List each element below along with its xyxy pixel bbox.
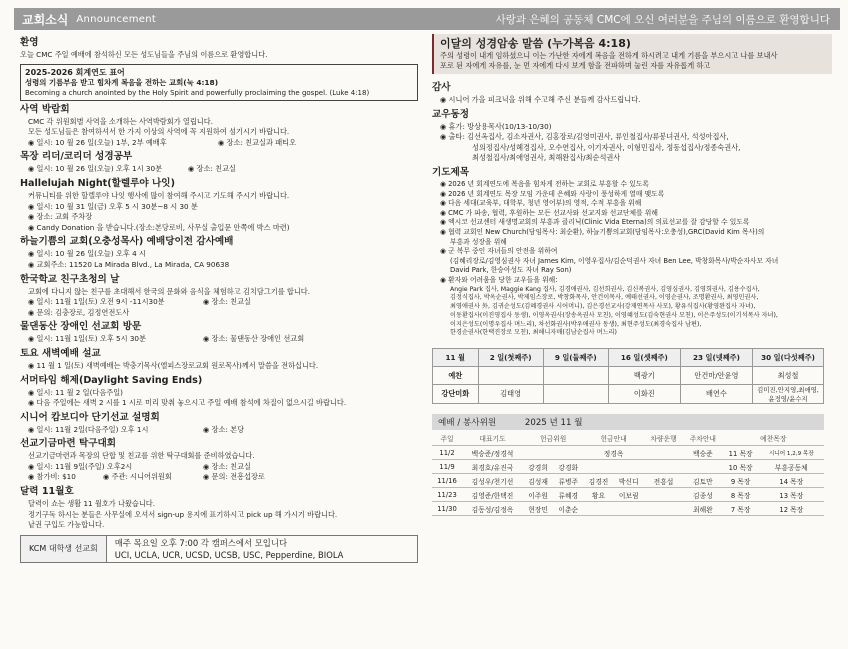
section-text: 선교기금마련과 목장의 단합 및 친교를 위한 탁구대회를 준비하였습니다.: [28, 451, 255, 461]
prayer-item: ◉ 협력 교회인 New Church(담임목사: 최순환), 하늘기쁨의교회(담임목사:오충성),GRC(David Kim 목사)의: [440, 227, 765, 236]
theme-english: Becoming a church anointed by the Holy Spirit and powerfully proclaiming the gospel. (Luke 4:18): [25, 88, 370, 97]
right-column: [432, 34, 832, 516]
event-date: ◉ 일시: 10 월 26 일(오늘) 1부, 2부 예배후: [28, 137, 167, 147]
table-header-row: [432, 430, 824, 446]
duty-roster-table: [432, 430, 824, 516]
theme-korean: 성령의 기름부음 받고 힘차게 복음을 전하는 교회(눅 4:18): [25, 77, 219, 87]
table-header-cell: 30 일(다섯째주): [753, 349, 824, 367]
table-header-cell: 2 일(첫째주): [478, 349, 543, 367]
section-title: 교우동정: [432, 108, 470, 120]
event-date: ◉ 일시: 11월 9일(주일) 오후2시: [28, 461, 133, 471]
verse-line: 포로 된 자에게 자유를, 눈 먼 자에게 다시 보게 함을 전파하며 눌린 자를 자유롭게 하고: [440, 61, 711, 70]
usher-cell: 이보림: [614, 488, 644, 502]
table-cell: [543, 385, 608, 404]
memory-verse-box: [432, 34, 832, 74]
table-header-cell: 대표기도: [462, 430, 523, 446]
prayer-cell: 백승준/정경석: [462, 446, 523, 460]
choir-cell: 8 목장: [723, 488, 759, 502]
section-title: 사역 박람회: [20, 103, 70, 115]
event-contact: ◉ 문의: 전흥섭장로: [203, 472, 265, 482]
table-header-cell: 주일: [432, 430, 462, 446]
offering-cell: 이주원: [523, 488, 553, 502]
driving-cell: 전흥섭: [644, 474, 683, 488]
choir-cell: 13 목장: [759, 488, 824, 502]
section-title: 시니어 캄보디아 단기선교 설명회: [20, 411, 160, 423]
table-header-cell: 9 일(둘째주): [543, 349, 608, 367]
parking-cell: 김토만: [683, 474, 722, 488]
section-title: 선교기금마련 탁구대회: [20, 438, 117, 450]
header-slogan: 사랑과 은혜의 공동체 CMC에 오신 여러분을 주님의 이름으로 환영합니다: [495, 13, 830, 26]
theme-box: [20, 64, 418, 101]
section-text: 커뮤니티를 위한 할렐루야 나잇 행사에 많이 참여해 주시고 기도해 주시기 바랍니다.: [28, 190, 290, 200]
prayer-item: ◉ 2026 년 회계연도 목장 모임 가운데 은혜와 사랑이 풍성하게 열매 맺도록: [440, 189, 665, 198]
table-row: [432, 460, 824, 474]
kcm-campuses: UCI, UCLA, UCR, UCSD, UCSB, USC, Pepperdine, BIOLA: [114, 549, 344, 560]
away-text: 성의정집사/성혜경집사, 오수연집사, 이기자권사, 이형민집사, 정동섭집사/정종숙권사,: [472, 142, 741, 152]
table-row: [433, 367, 824, 385]
duty-roster-title: [432, 414, 824, 430]
calendar-section: [20, 486, 418, 531]
offering-cell: 현장민: [523, 502, 553, 516]
patients-line: 이지은성도(이명우집사 며느리), 차선화권사(박우애권사 동생), 최현주성도(최경숙집사 남편),: [450, 320, 702, 328]
event-place: ◉ 장소: 친교실: [203, 461, 251, 471]
driving-cell: [644, 488, 683, 502]
church-address: ◉ 교회주소: 11520 La Mirada Blvd., La Mirada, CA 90638: [28, 259, 230, 269]
table-cell: 김태영: [478, 385, 543, 404]
table-cell: 김미진,안지영,최애영,윤정영/윤수지: [753, 385, 824, 404]
prayer-item: 부흥과 성장을 위해: [450, 237, 507, 246]
date-cell: 11/9: [432, 460, 462, 474]
table-cell: [478, 367, 543, 385]
event-date: ◉ 일시: 10 월 26 일(오늘) 오후 4 시: [28, 249, 146, 259]
choir-cell: 부흥공동체: [759, 460, 824, 474]
patients-line: 최영애권사 外, 김귀순성도(김혜경권사 시어머니), 김은경선교사(강재연목사 사모), 황유식집사(황영완집사 자녀),: [450, 303, 756, 311]
choir-cell: 10 목장: [723, 460, 759, 474]
table-row: [432, 474, 824, 488]
choir-cell: 12 목장: [759, 502, 824, 516]
prayer-item: ◉ 2026 년 회계연도에 복음을 힘차게 전하는 교회로 부흥할 수 있도록: [440, 179, 649, 188]
table-header-cell: 헌금안내: [583, 430, 643, 446]
patients-line: 이동환집사(이진영집사 동생), 이영옥권사(장송옥권사 모친), 이영혜성도(김숙현권사 모친), 이은주성도(이기석목사 자녀),: [450, 311, 778, 319]
table-cell: 이화진: [608, 385, 680, 404]
offering-cell: 김성재: [523, 474, 553, 488]
prayer-cell: 김성우/천기선: [462, 474, 523, 488]
parking-cell: [683, 460, 722, 474]
table-cell: 강단미화: [433, 385, 479, 404]
offering-cell: 강경화: [553, 460, 583, 474]
table-cell: 배연수: [680, 385, 752, 404]
section-title: 감사: [432, 82, 451, 93]
table-header-row: [433, 349, 824, 367]
usher-cell: 박신디: [614, 474, 644, 488]
table-cell: 안건마/안윤영: [680, 367, 752, 385]
offering-cell: [553, 446, 583, 460]
duty-title-month: 2025 년 11 월: [524, 418, 583, 429]
pingpong-section: [20, 438, 418, 483]
dst-section: [20, 375, 418, 409]
duty-title-label: 예배 / 봉사위원: [438, 418, 497, 429]
choir-cell: 9 목장: [723, 474, 759, 488]
section-title: 물댄동산 장애인 선교회 방문: [20, 321, 142, 333]
offering-cell: 이춘순: [553, 502, 583, 516]
offering-cell: 류병주: [553, 474, 583, 488]
friends-day-section: [20, 274, 418, 319]
event-host: ◉ 주관: 시니어위원회: [103, 472, 172, 482]
event-contact: ◉ 문의: 김충장로, 김정연전도사: [28, 307, 130, 317]
table-cell: [543, 367, 608, 385]
table-row: [432, 488, 824, 502]
verse-title: 이달의 성경암송 말씀 (누가복음 4:18): [440, 37, 631, 50]
table-cell: 백광기: [608, 367, 680, 385]
prayer-item: ◉ 엑시코 선교센터 새생명교회의 부흥과 클리닉(Clinic Vida Eterna)의 의료선교를 잘 감당할 수 있도록: [440, 218, 750, 227]
prayer-cell: 김동성/김정옥: [462, 502, 523, 516]
section-text: ◉ 시니어 가을 피크닉을 위해 수고해 주신 분들께 감사드립니다.: [440, 95, 641, 104]
table-cell: 최성철: [753, 367, 824, 385]
monthly-schedule-table: [432, 348, 824, 404]
thanks-service-section: [20, 236, 418, 270]
usher-cell: [614, 502, 644, 516]
table-cell: 예찬: [433, 367, 479, 385]
event-date: ◉ 일시: 10 월 26 일(오늘) 오후 1시 30분: [28, 164, 163, 174]
usher-cell: [583, 460, 613, 474]
header-subtitle: Announcement: [76, 13, 157, 25]
welcome-section: [20, 37, 418, 61]
section-title: Hallelujah Night(할렐루야 나잇): [20, 177, 175, 189]
table-header-cell: 예찬목장: [723, 430, 824, 446]
mission-visit-section: [20, 321, 418, 345]
event-place: ◉ 장소: 물댄동산 장애인 선교회: [203, 334, 305, 344]
kcm-box: [20, 535, 418, 563]
usher-cell: 황요: [583, 488, 613, 502]
senior-mission-section: [20, 412, 418, 436]
section-title: 환영: [20, 37, 39, 48]
choir-cell: 11 목장: [723, 446, 759, 460]
choir-cell: 14 목장: [759, 474, 824, 488]
candy-donation: ◉ Candy Donation 을 받습니다.(장소:본당로비, 사무실 출입문 안쪽에 박스 마련): [28, 222, 290, 232]
prayer-item: David Park, 한승아성도 자녀 Ray Son): [450, 266, 572, 275]
announcement-header: [14, 8, 840, 30]
date-cell: 11/2: [432, 446, 462, 460]
event-place: ◉ 장소: 친교실: [188, 164, 236, 174]
section-text: 교회에 다니지 않는 친구를 초대해서 한국의 문화와 음식을 체험하고 김치담그기를 합니다.: [28, 286, 311, 296]
table-row: [433, 385, 824, 404]
event-date: ◉ 일시: 11월 1일(토) 오전 9시 -11시30분: [28, 297, 165, 307]
event-place: ◉ 장소: 친교실: [203, 297, 251, 307]
date-cell: 11/23: [432, 488, 462, 502]
theme-year: 2025-2026 회계연도 표어: [25, 67, 125, 77]
event-date: ◉ 일시: 10 월 31 일(금) 오후 5 시 30분~8 시 30 분: [28, 201, 198, 211]
away-text: 최성철집사/최애영권사, 최해완집사/최순석권사: [472, 153, 621, 163]
kcm-meeting: 매주 목요일 오후 7:00 각 캠퍼스에서 모입니다: [114, 537, 288, 548]
offering-cell: [523, 446, 553, 460]
event-place: ◉ 장소: 교회 주차장: [28, 212, 93, 222]
table-header-cell: 16 일(셋째주): [608, 349, 680, 367]
section-title: 토요 새벽예배 설교: [20, 347, 101, 359]
offering-cell: 강경희: [523, 460, 553, 474]
header-title: 교회소식: [22, 12, 69, 27]
kcm-label: KCM 대학생 선교회: [21, 536, 107, 562]
prayer-cell: 김영준/한택진: [462, 488, 523, 502]
usher-cell: [614, 460, 644, 474]
usher-cell: 김경진: [583, 474, 613, 488]
section-text: 오늘 CMC 주일 예배에 참석하신 모든 성도님들을 주님의 이름으로 환영합니다.: [20, 50, 268, 59]
patients-line: 한경순권사(한택진장로 모친), 최해니자매(김남순집사 며느리): [450, 329, 617, 337]
section-title: 한국학교 친구초청의 날: [20, 273, 120, 285]
saturday-prayer-section: [20, 348, 418, 372]
left-column: [20, 34, 418, 563]
choir-cell: 시니어 1,2,9 목장: [759, 446, 824, 460]
section-title: 하늘기쁨의 교회(오충성목사) 예배당이전 감사예배: [20, 236, 234, 248]
vacation-text: ◉ 휴가: 방상용목사(10/13-10/30): [440, 121, 552, 131]
parking-cell: 최해완: [683, 502, 722, 516]
section-title: 목장 리더/코리더 성경공부: [20, 151, 133, 163]
section-text: 낱권 구입도 가능합니다.: [28, 520, 105, 530]
offering-cell: 류혜경: [553, 488, 583, 502]
event-place: ◉ 장소: 본당: [203, 424, 245, 434]
table-header-cell: 차량운행: [644, 430, 683, 446]
section-text: ◉ 11 월 1 일(토) 새벽예배는 박충기목사(엘피스장로교회 원로목사)께서 말씀을 전하십니다.: [28, 360, 319, 370]
section-text: 모든 성도님들은 참여하셔서 한 가지 이상의 사역에 꼭 지원하여 섬기시기 바랍니다.: [28, 127, 290, 137]
prayer-section: [432, 167, 832, 338]
date-cell: 11/16: [432, 474, 462, 488]
verse-line: 주의 성령이 내게 임하셨으니 이는 가난한 자에게 복음을 전하게 하시려고 내게 기름을 부으시고 나를 보내사: [440, 51, 778, 60]
table-header-cell: 11 월: [433, 349, 479, 367]
driving-cell: [644, 502, 683, 516]
section-title: 기도제목: [432, 166, 470, 178]
ministry-fair-section: [20, 104, 418, 149]
event-fee: ◉ 참가비: $10: [28, 472, 76, 482]
news-section: [432, 109, 832, 164]
section-title: 달력 11월호: [20, 486, 74, 498]
event-date: ◉ 일시: 11월 2일(다음주일) 오후 1시: [28, 424, 149, 434]
table-header-cell: 헌금위원: [523, 430, 583, 446]
usher-cell: 정경옥: [583, 446, 643, 460]
section-text: CMC 각 위원회별 사역을 소개하는 사역박람회가 열립니다.: [28, 116, 213, 126]
patients-line: 김정식집사, 박옥순권사, 박제임스장로, 박창화목사, 안건이목사, 예태선권사, 이영순권사, 조명환권사, 최영민권사,: [450, 294, 759, 302]
section-text: ◉ 다음 주일에는 새벽 2 시를 1 시로 미리 맞춰 놓으시고 주일 예배 참석에 차질이 없으시길 바랍니다.: [28, 398, 347, 408]
leader-study-section: [20, 151, 418, 175]
prayer-item: ◉ CMC 가 파송, 협력, 후원하는 모든 선교사와 선교지와 선교단체를 위해: [440, 208, 658, 217]
event-date: ◉ 일시: 11월 1일(토) 오후 5시 30분: [28, 334, 146, 344]
event-date: ◉ 일시: 11 월 2 일(다음주일): [28, 387, 123, 397]
choir-cell: 7 목장: [723, 502, 759, 516]
prayer-item: ◉ 군 복무 중인 자녀들의 안전을 위하여: [440, 247, 558, 256]
driving-cell: [644, 460, 683, 474]
prayer-item: ◉ 다음 세대(교육부, 대학부, 청년 영어부)의 영적, 수적 부흥을 위해: [440, 199, 642, 208]
table-header-cell: 주차안내: [683, 430, 722, 446]
parking-cell: 백승준: [683, 446, 722, 460]
date-cell: 11/30: [432, 502, 462, 516]
event-place: ◉ 장소: 친교실과 패티오: [218, 137, 297, 147]
section-title: 서머타임 해제(Daylight Saving Ends): [20, 374, 203, 386]
parking-cell: 김종성: [683, 488, 722, 502]
away-text: ◉ 출타: 김선옥집사, 김소자권사, 김홍장로/김영미권사, 류인철집사/류봉녀권사, 석성아집사,: [440, 132, 729, 142]
prayer-cell: 최경호/유진국: [462, 460, 523, 474]
section-text: 달력이 쇼는 생활 11 월호가 나왔습니다.: [28, 499, 156, 509]
table-row: [432, 446, 824, 460]
usher-cell: [583, 502, 613, 516]
driving-cell: [644, 446, 683, 460]
patients-line: Angie Park 집사, Maggie Kang 집사, 김경애권사, 김선희권사, 김신복권사, 김영심권사, 김영희권사, 김용수집사,: [450, 285, 760, 293]
table-header-cell: 23 일(넷째주): [680, 349, 752, 367]
thanks-section: [432, 82, 832, 106]
table-row: [432, 502, 824, 516]
prayer-item: (김혜리장로/김영심권사 자녀 James Kim, 이영우집사/김순덕권사 자녀 Ben Lee, 박창화목사/박순자사모 자녀: [450, 256, 779, 265]
section-text: 정기구독 하시는 분들은 사무실에 오셔서 sign-up 용지에 표기하시고 pick up 해 가시기 바랍니다.: [28, 509, 338, 519]
hallelujah-section: [20, 178, 418, 233]
prayer-item: ◉ 환자와 어려움을 당한 교우들을 위해:: [440, 275, 558, 284]
